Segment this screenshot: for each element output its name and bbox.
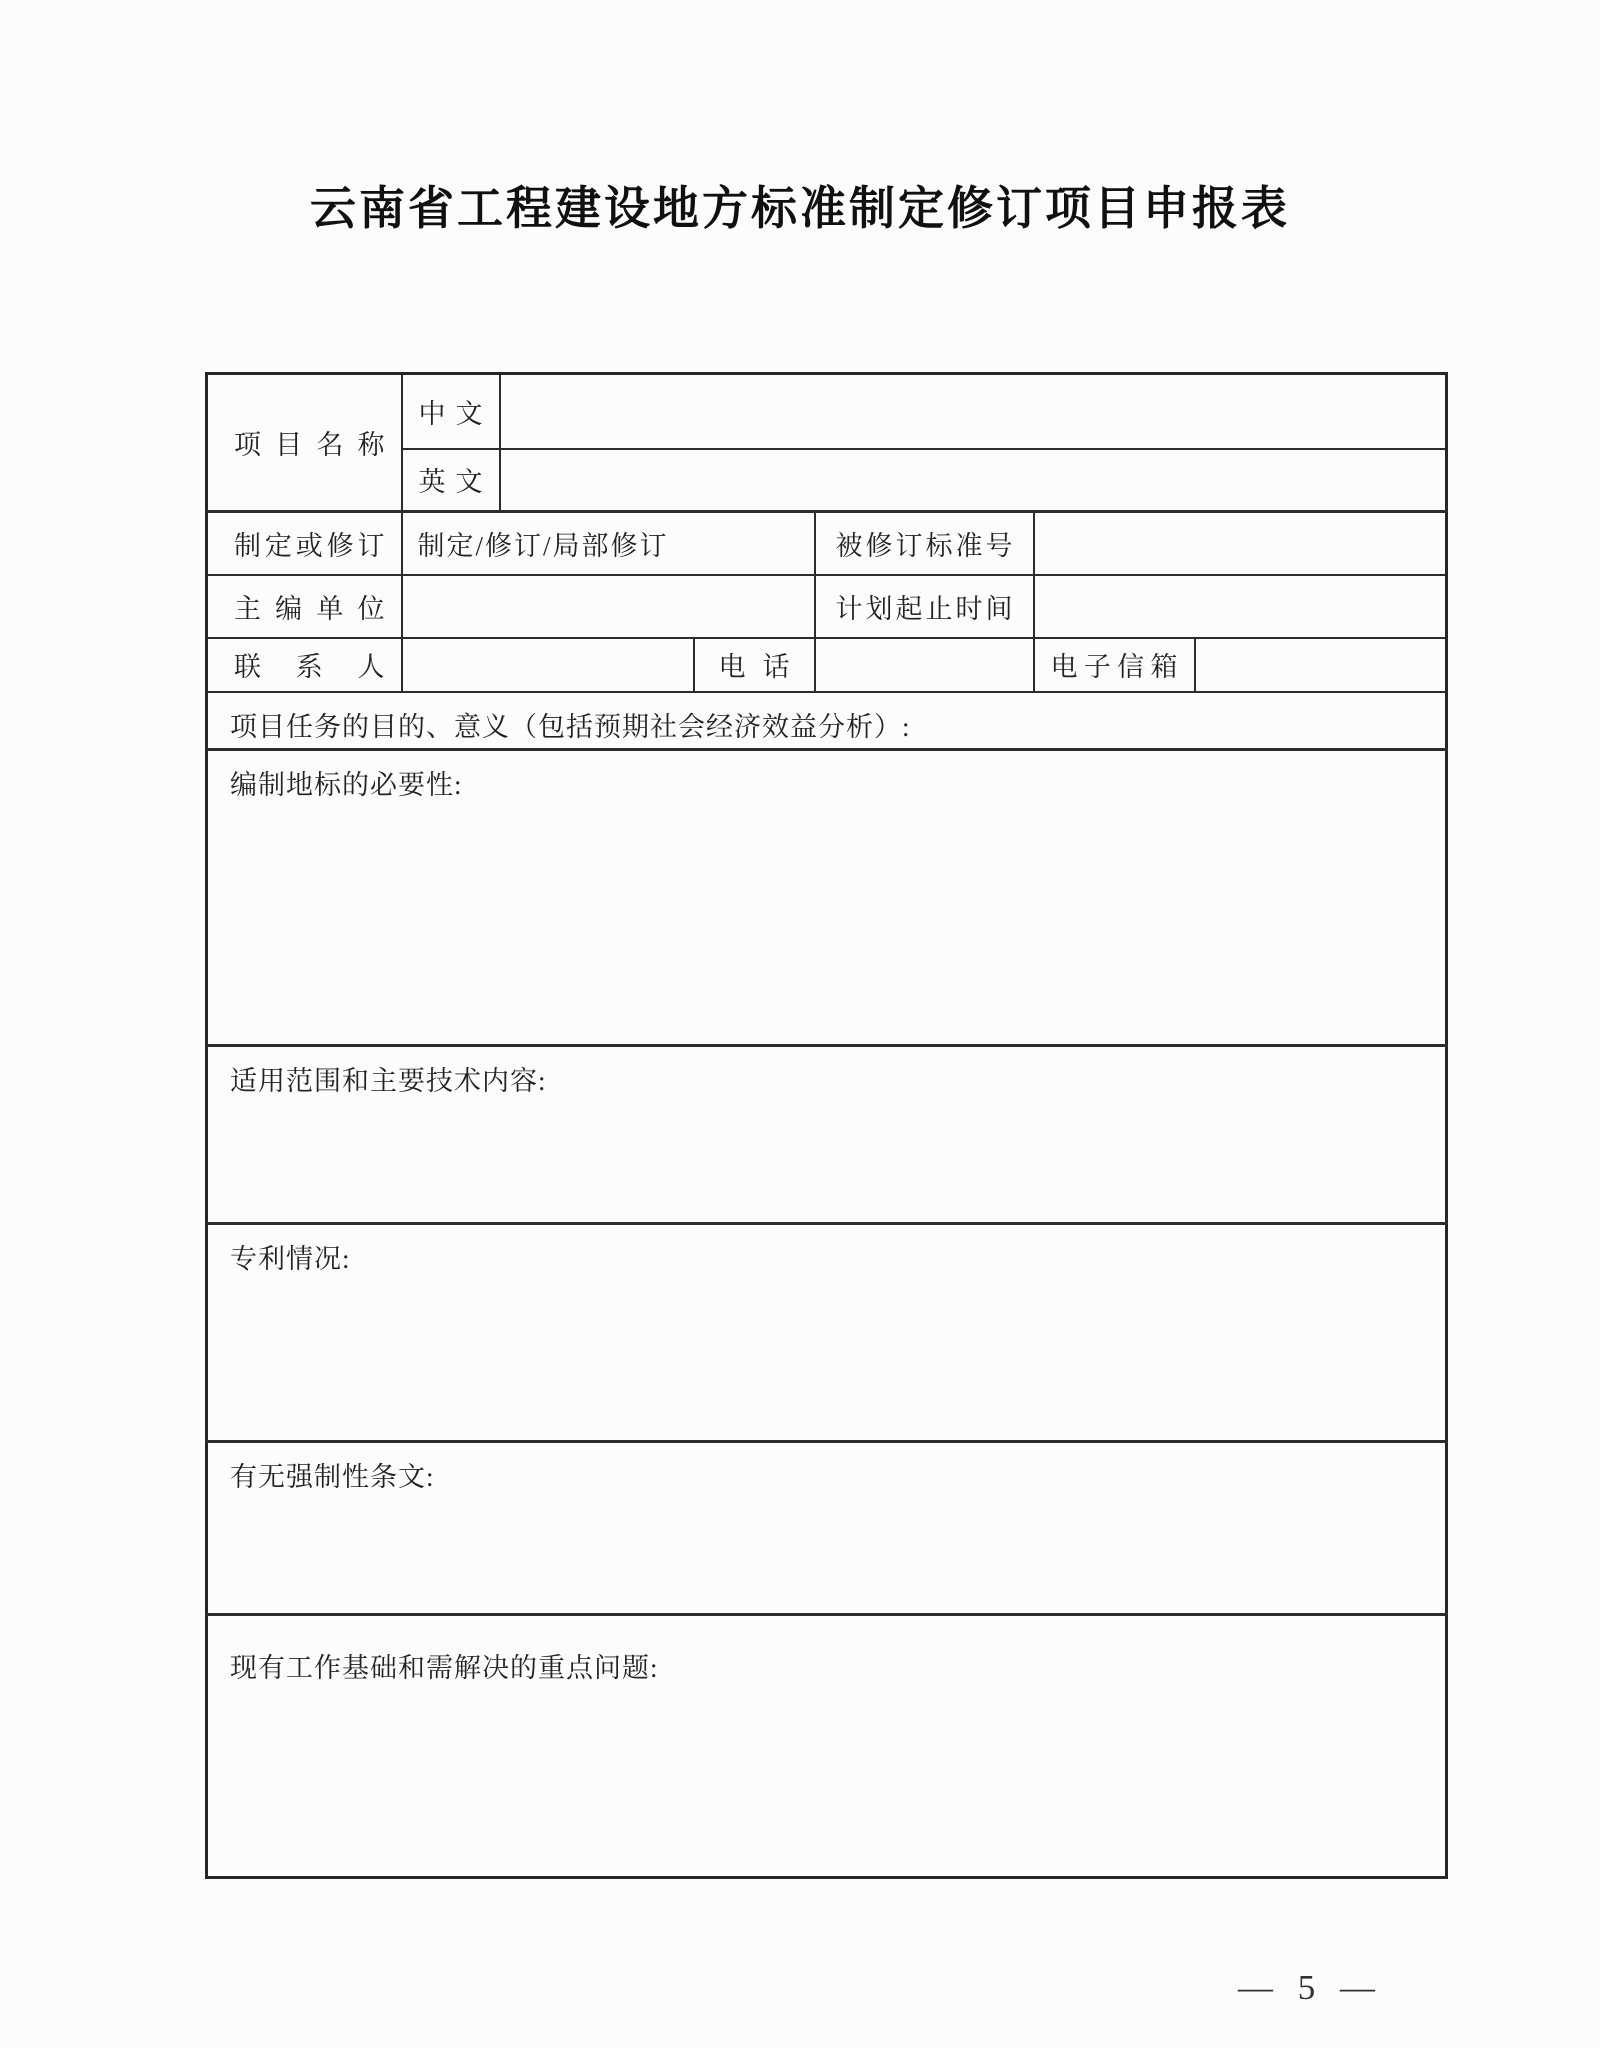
contact-person-value-cell: [402, 638, 694, 692]
mode-options-text: 制定/修订/局部修订: [402, 512, 815, 575]
english-name-value-cell: [500, 449, 1447, 512]
mandatory-provisions-section-label: 有无强制性条文:: [207, 1442, 1447, 1615]
page-number: — 5 —: [1238, 1968, 1383, 2007]
row-necessity: [207, 750, 1447, 1046]
patent-section-label: 专利情况:: [207, 1224, 1447, 1442]
form-title: 云南省工程建设地方标准制定修订项目申报表: [310, 183, 1290, 234]
revised-standard-number-value-cell: [1034, 512, 1447, 575]
project-name-label: 项目名称: [207, 374, 402, 512]
chinese-name-value-cell: [500, 374, 1447, 449]
chinese-name-label: 中文: [402, 374, 500, 449]
phone-label: 电话: [694, 638, 815, 692]
planned-schedule-label: 计划起止时间: [815, 575, 1034, 638]
chief-unit-label: 主编单位: [207, 575, 402, 638]
email-label: 电子信箱: [1034, 638, 1195, 692]
contact-person-label: 联系人: [207, 638, 402, 692]
row-purpose: [207, 692, 1447, 750]
scope-section-label: 适用范围和主要技术内容:: [207, 1046, 1447, 1224]
row-patent: [207, 1224, 1447, 1442]
chief-unit-value-cell: [402, 575, 815, 638]
email-value-cell: [1195, 638, 1447, 692]
row-contact: [207, 638, 1447, 692]
mode-label: 制定或修订: [207, 512, 402, 575]
english-name-label: 英文: [402, 449, 500, 512]
planned-schedule-value-cell: [1034, 575, 1447, 638]
revised-standard-number-label: 被修订标准号: [815, 512, 1034, 575]
row-chief-unit: [207, 575, 1447, 638]
foundation-section-label: 现有工作基础和需解决的重点问题:: [207, 1615, 1447, 1878]
row-foundation: [207, 1615, 1447, 1878]
row-project-name-chinese: [207, 374, 1447, 449]
row-scope: [207, 1046, 1447, 1224]
application-form-table: [205, 372, 1448, 1879]
row-mode: [207, 512, 1447, 575]
row-mandatory: [207, 1442, 1447, 1615]
necessity-section-label: 编制地标的必要性:: [207, 750, 1447, 1046]
purpose-section-label: 项目任务的目的、意义（包括预期社会经济效益分析）:: [207, 692, 1447, 750]
phone-value-cell: [815, 638, 1034, 692]
